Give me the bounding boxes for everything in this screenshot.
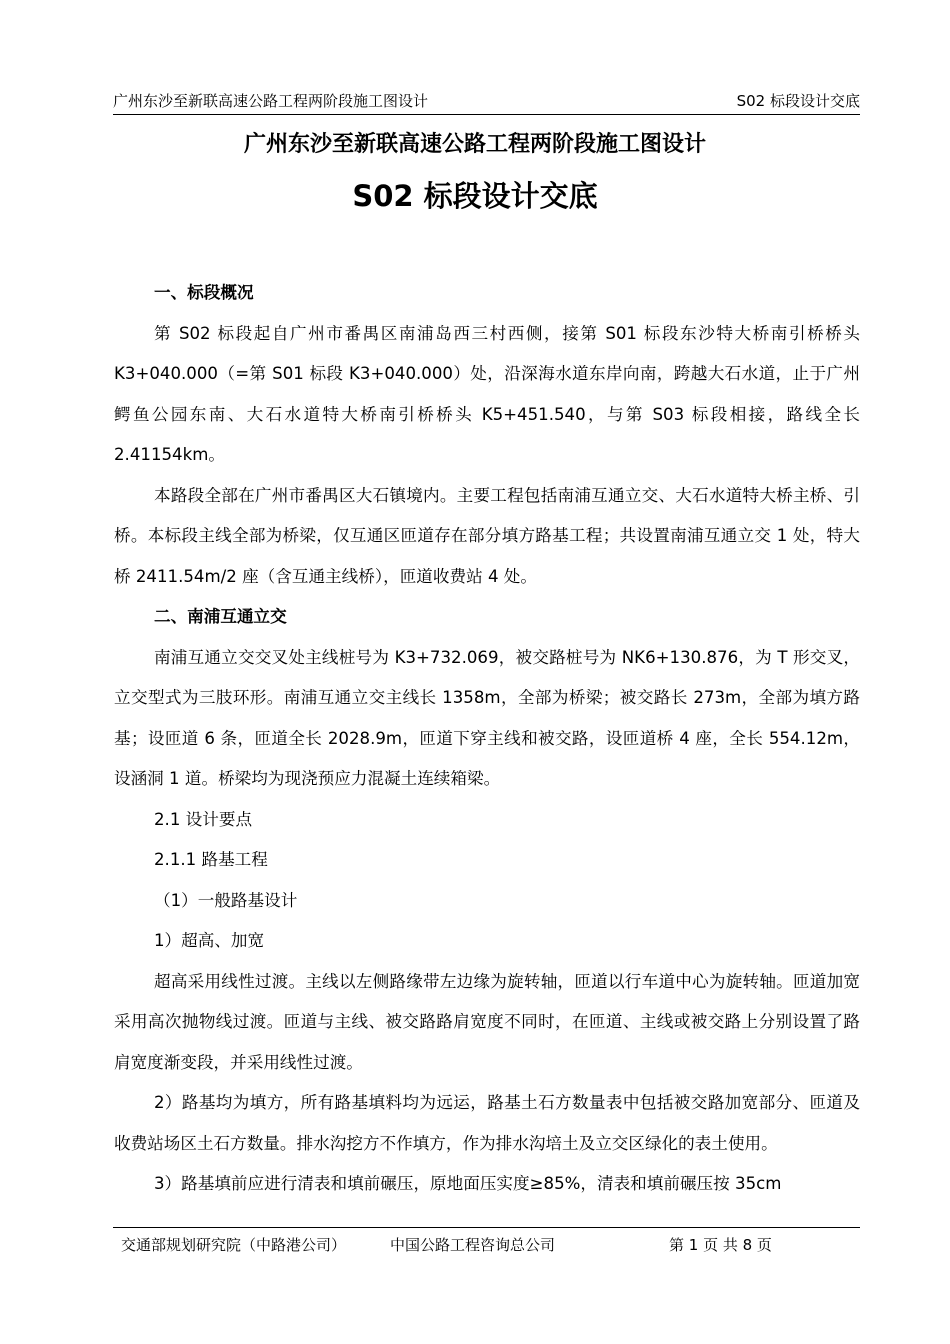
document-subtitle: S02 标段设计交底 [352,179,598,213]
paragraph: 3）路基填前应进行清表和填前碾压，原地面压实度≥85%，清表和填前碾压按 35cm [154,1174,782,1193]
header-section-title: S02 标段设计交底 [736,92,860,110]
list-heading: （1）一般路基设计 [154,890,298,910]
list-heading: 1）超高、加宽 [154,931,265,950]
header-doc-title: 广州东沙至新联高速公路工程两阶段施工图设计 [113,92,429,110]
section-heading: 二、南浦互通立交 [154,607,287,626]
paragraph: 2）路基均为填方，所有路基填料均为远运，路基土石方数量表中包括被交路加宽部分、匝道及收费站场区土石方数量。排水沟挖方不作填方，作为排水沟培土及立交区绿化的表土使用。 [114,1093,860,1153]
document-body [114,273,860,1205]
section-heading: 一、标段概况 [154,283,254,302]
page-footer [113,1227,860,1258]
paragraph: 南浦互通立交交叉处主线桩号为 K3+732.069，被交路桩号为 NK6+130.876，为 T 形交叉，立交型式为三肢环形。南浦互通立交主线长 1358m，全部为桥梁；被交路长 273m，全部为填方路基；设匝道 6 条，匝道全长 2028.9m，匝道下穿主线和被交路，设匝道桥 4 座，全长 554.12m，设涵洞 1 道。桥梁均为现浇预应力混凝土连续箱梁。 [114,647,860,788]
subsection-heading: 2.1 设计要点 [154,809,253,829]
subsection-heading: 2.1.1 路基工程 [154,850,268,869]
paragraph: 超高采用线性过渡。主线以左侧路缘带左边缘为旋转轴，匝道以行车道中心为旋转轴。匝道加宽采用高次抛物线过渡。匝道与主线、被交路路肩宽度不同时，在匝道、主线或被交路上分别设置了路肩宽度渐变段，并采用线性过渡。 [114,971,860,1072]
paragraph: 第 S02 标段起自广州市番禺区南浦岛西三村西侧，接第 S01 标段东沙特大桥南引桥桥头 K3+040.000（=第 S01 标段 K3+040.000）处，沿深海水道东岸向南，跨越大石水道，止于广州鳄鱼公园东南、大石水道特大桥南引桥桥头 K5+451.540，与第 S03 标段相接，路线全长 2.41154km。 [114,323,860,464]
footer-org-2: 中国公路工程咨询总公司 [390,1236,556,1254]
paragraph: 本路段全部在广州市番禺区大石镇境内。主要工程包括南浦互通立交、大石水道特大桥主桥、引桥。本标段主线全部为桥梁，仅互通区匝道存在部分填方路基工程；共设置南浦互通立交 1 处，特大桥 2411.54m/2 座（含互通主线桥），匝道收费站 4 处。 [114,485,860,586]
page-number: 第 1 页 共 8 页 [669,1236,772,1254]
page-header [113,88,860,115]
footer-org-1: 交通部规划研究院（中路港公司） [121,1236,347,1254]
document-title: 广州东沙至新联高速公路工程两阶段施工图设计 [243,132,706,157]
